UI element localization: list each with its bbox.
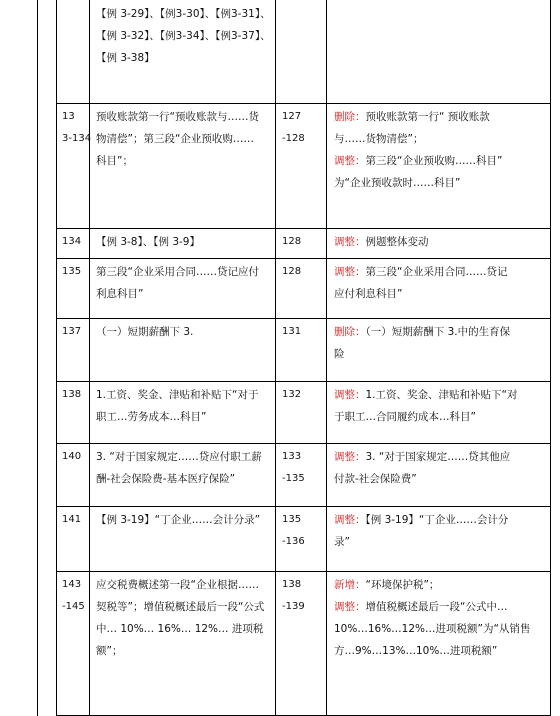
change-text: 第三段“企业采用合同……贷记 [365,266,508,278]
page-number: 138 [282,579,302,590]
table-row [56,103,551,228]
new-page-cell [276,0,324,103]
page-number: 13 [62,111,75,122]
page-number: 131 [282,326,302,337]
change-text: 增值税概述最后一段“公式中… [365,601,508,613]
original-text-line: 【例 3-8】、【例 3-9】 [96,236,200,248]
change-text: 3. “对于国家规定……贷其他应 [365,451,511,463]
change-description-cell [328,0,550,103]
change-text-line [334,261,546,283]
original-text-line: 利息科目” [96,288,144,300]
change-text: 1.工资、奖金、津贴和补贴下“对 [365,389,518,401]
original-text-line: 3. “对于国家规定……贷应付职工薪 [96,451,262,463]
change-text: 与……货物清偿”； [334,133,424,145]
original-text-line: 应交税费概述第一段“企业根据…… [96,579,259,591]
row-divider [56,506,551,507]
original-page-cell [56,381,88,443]
new-page-cell [276,571,324,716]
row-divider [56,381,551,382]
original-page-cell [56,443,88,506]
original-page-cell [56,228,88,258]
original-content-cell [90,443,274,506]
original-page-cell [56,571,88,716]
original-text-line: 物清偿”；第三段“企业预收购…… [96,133,254,145]
change-type-label: 调整： [334,155,366,167]
change-text: 10%…16%…12%…进项税额”为“从销售 [334,623,531,635]
page-number: -128 [282,133,305,144]
table-row [56,571,551,716]
row-divider [56,103,551,104]
change-text: 为“企业预收款时……科目” [334,177,461,189]
change-type-label: 调整： [334,514,366,526]
change-text: （一）短期薪酬下 3.中的生育保 [365,326,511,338]
page-number: 137 [62,326,82,337]
original-text-line: 【例 3-29】、【例3-30】、【例3-31】、 [96,8,271,20]
original-text-line: 【例 3-32】、【例3-34】、【例3-37】、 [96,30,271,42]
original-text-line: 第三段“企业采用合同……贷记应付 [96,266,259,278]
change-text-line [334,509,546,531]
original-page-cell [56,506,88,571]
original-text-line: 【例 3-38】 [96,52,155,64]
original-text-line: 科目”； [96,155,133,167]
page-number: 138 [62,389,82,400]
table-row [56,318,551,381]
page-number: 143 [62,579,82,590]
original-page-cell [56,318,88,381]
table-row [56,0,551,103]
change-text-line [334,596,546,618]
original-content-cell [90,228,274,258]
original-content-cell [90,506,274,571]
change-text-line [334,406,546,428]
change-text: 第三段“企业预收购……科目” [365,155,503,167]
change-text-line [334,384,546,406]
change-type-label: 调整： [334,236,366,248]
original-page-cell [56,258,88,318]
change-type-label: 调整： [334,266,366,278]
original-page-cell [56,103,92,228]
change-text: 例题整体变动 [365,236,429,248]
page-number: 3-134 [62,133,92,144]
left-margin-line [37,0,38,716]
change-text-line [334,150,546,172]
page-number: 141 [62,514,82,525]
change-description-cell [328,506,550,571]
change-text-line [334,618,546,640]
change-text: 【例 3-19】“丁企业……会计分 [365,514,509,526]
page-number: 133 [282,451,302,462]
table-row [56,381,551,443]
new-page-cell [276,318,324,381]
original-text-line: 1.工资、奖金、津贴和补贴下“对于 [96,389,259,401]
original-content-cell [90,258,274,318]
table-row [56,258,551,318]
original-text-line: （一）短期薪酬下 3. [96,326,194,338]
original-text-line: 契税等”；增值税概述最后一段“公式 [96,601,265,613]
page-number: -139 [282,601,305,612]
change-type-label: 调整： [334,451,366,463]
change-type-label: 删除： [334,326,366,338]
new-page-cell [276,258,324,318]
original-content-cell [90,0,274,103]
change-description-cell [328,258,550,318]
change-text-line [334,283,546,305]
table-row [56,443,551,506]
page-number: -136 [282,536,305,547]
change-text: 付款-社会保险费” [334,473,417,485]
change-text-line [334,531,546,553]
change-text: 于职工…合同履约成本…科目” [334,411,476,423]
original-content-cell [90,318,274,381]
new-page-cell [276,228,324,258]
change-description-cell [328,103,550,228]
original-page-cell [56,0,88,103]
original-content-cell [90,571,274,716]
original-text-line: 中… 10%… 16%… 12%… 进项税 [96,623,264,635]
change-description-cell [328,571,550,716]
change-text-line [334,468,546,490]
change-type-label: 删除： [334,111,366,123]
page-number: 134 [62,236,82,247]
page-number: -135 [282,473,305,484]
new-page-cell [276,381,324,443]
change-description-cell [328,228,550,258]
change-type-label: 新增： [334,579,366,591]
row-divider [56,228,551,229]
change-type-label: 调整： [334,389,366,401]
change-text: 险 [334,348,345,360]
change-text: 预收账款第一行“ 预收账款 [365,111,490,123]
page-number: 128 [282,236,302,247]
change-text-line [334,640,546,662]
change-text-line [334,321,546,343]
page-number: 140 [62,451,82,462]
change-description-cell [328,318,550,381]
table-row [56,228,551,258]
original-content-cell [90,381,274,443]
change-description-cell [328,443,550,506]
original-text-line: 酬-社会保险费-基本医疗保险” [96,473,236,485]
page-number: 132 [282,389,302,400]
new-page-cell [276,443,324,506]
row-divider [56,571,551,572]
table-row [56,506,551,571]
original-text-line: 职工…劳务成本…科目” [96,411,207,423]
new-page-cell [276,103,324,228]
change-text: 方…9%…13%…10%…进项税额” [334,645,498,657]
new-page-cell [276,506,324,571]
change-text-line [334,128,546,150]
page-number: 135 [282,514,302,525]
change-text-line [334,343,546,365]
change-text-line [334,106,546,128]
change-text-line [334,172,546,194]
change-text-line [334,446,546,468]
row-divider [56,258,551,259]
change-text-line [334,574,546,596]
original-text-line: 预收账款第一行“预收账款与……货 [96,111,259,123]
change-text-line [334,231,546,253]
page-number: 135 [62,266,82,277]
change-text: 录” [334,536,350,548]
change-text: 应付利息科目” [334,288,403,300]
page-number: 128 [282,266,302,277]
original-text-line: 【例 3-19】“丁企业……会计分录” [96,514,261,526]
original-content-cell [90,103,274,228]
row-divider [56,443,551,444]
change-description-cell [328,381,550,443]
page-number: -145 [62,601,85,612]
change-type-label: 调整： [334,601,366,613]
page-number: 127 [282,111,302,122]
change-text: “环境保护税”； [365,579,440,591]
row-divider [56,318,551,319]
original-text-line: 额”； [96,645,123,657]
